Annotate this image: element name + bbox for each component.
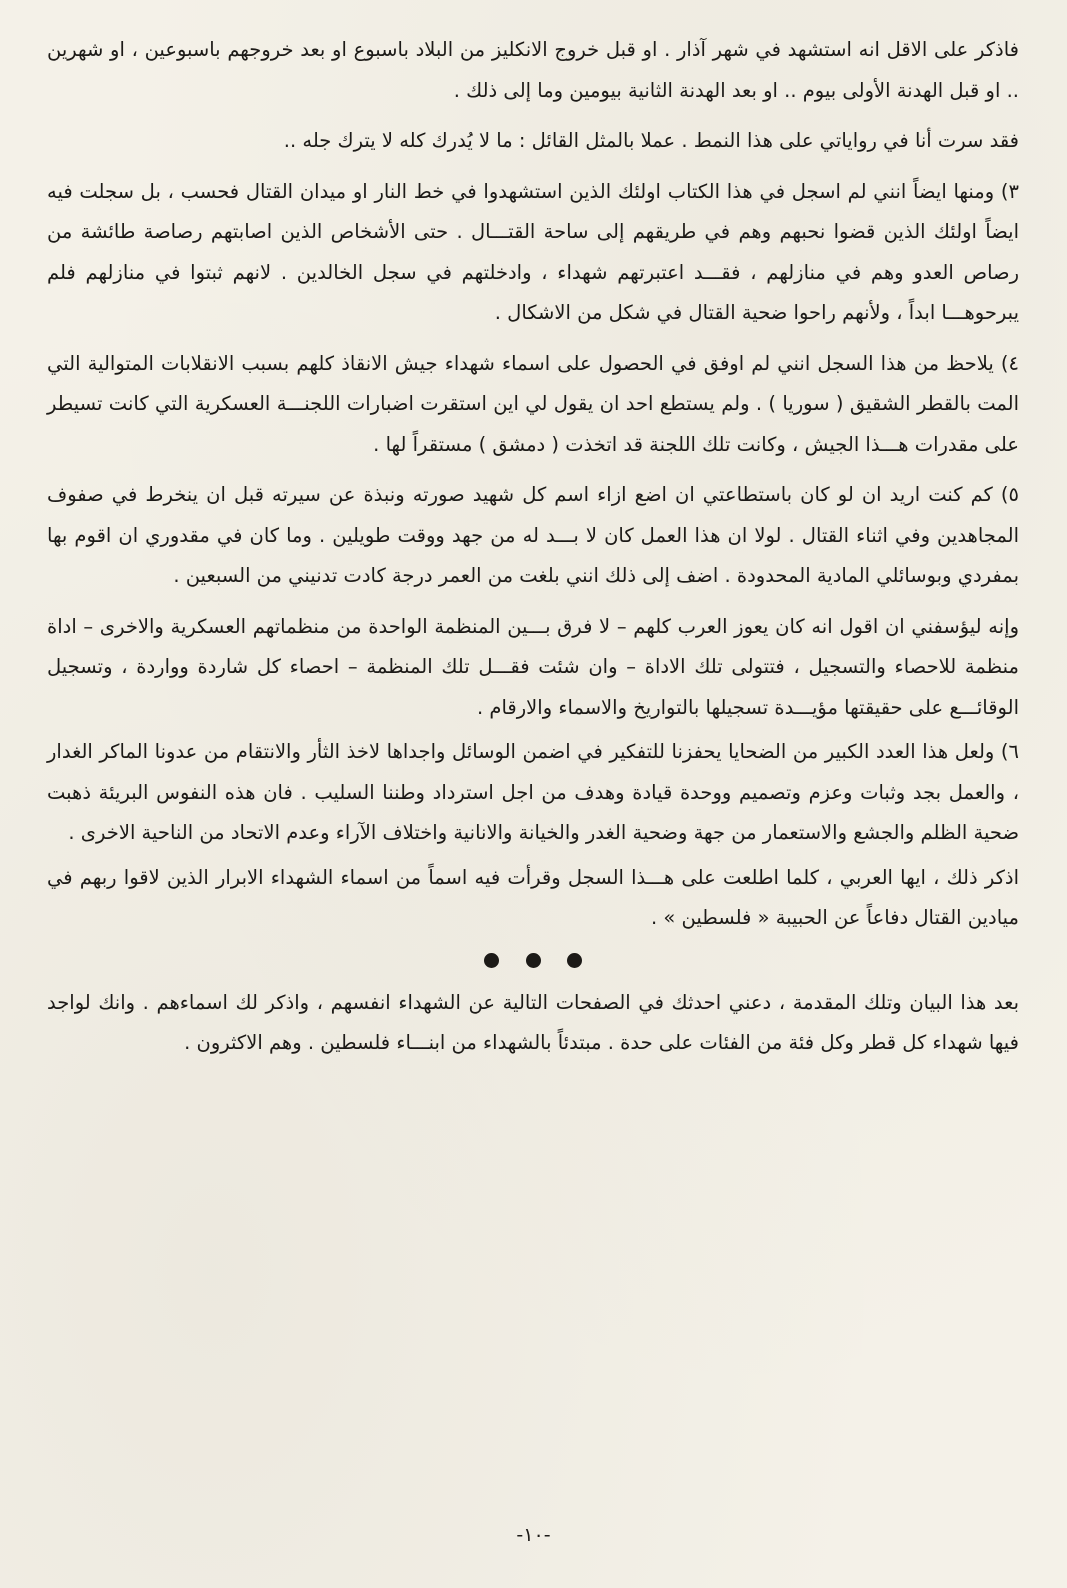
body-text xyxy=(47,30,1019,1074)
separator-dot-icon xyxy=(484,953,499,968)
paragraph-point-4: ٤) يلاحظ من هذا السجل انني لم اوفق في الحصول على اسماء شهداء جيش الانقاذ كلهم بسبب الانقلابات المتوالية التي المت بالقطر الشقيق ( سوريا ) . ولم يستطع احد ان يقول لي اين استقرت اضبارات اللجنـــة العسكرية التي كانت تسيطر على مقدرات هـــذا الجيش ، وكانت تلك اللجنة قد اتخذت ( دمشق ) مستقراً لها . xyxy=(47,351,1019,456)
paragraph-closing: بعد هذا البيان وتلك المقدمة ، دعني احدثك في الصفحات التالية عن الشهداء انفسهم ، واذكر لك اسماءهم . وانك لواجد فيها شهداء كل قطر وكل فئة من الفئات على حدة . مبتدئاً بالشهداء من ابنـــاء فلسطين . وهم الاكثرون . xyxy=(47,990,1019,1054)
paragraph-regret: وإنه ليؤسفني ان اقول انه كان يعوز العرب كلهم – لا فرق بـــين المنظمة الواحدة من منظماتهم العسكرية والاخرى – اداة منظمة للاحصاء والتسجيل ، فتتولى تلك الاداة – وان شئت فقـــل تلك المنظمة – احصاء كل شاردة وواردة ، وتسجيل الوقائـــع على حقيقتها مؤيـــدة تسجيلها بالتواريخ والاسماء والارقام . xyxy=(47,614,1019,719)
page-number: -١٠- xyxy=(516,1524,551,1546)
paragraph-remember: اذكر ذلك ، ايها العربي ، كلما اطلعت على هـــذا السجل وقرأت فيه اسماً من اسماء الشهداء الابرار الذين لاقوا ربهم في ميادين القتال دفاعاً عن الحبيبة « فلسطين » . xyxy=(47,865,1019,929)
separator-dot-icon xyxy=(526,953,541,968)
paragraph-intro-continuation: فاذكر على الاقل انه استشهد في شهر آذار . او قبل خروج الانكليز من البلاد باسبوع او بعد خروجهم باسبوعين ، او شهرين .. او قبل الهدنة الأولى بيوم .. او بعد الهدنة الثانية بيومين وما إلى ذلك . xyxy=(47,38,1019,102)
paragraph-proverb: فقد سرت أنا في رواياتي على هذا النمط . عملا بالمثل القائل : ما لا يُدرك كله لا يترك جله .. xyxy=(283,129,1019,152)
paragraph-point-3: ٣) ومنها ايضاً انني لم اسجل في هذا الكتاب اولئك الذين استشهدوا في خط النار او ميدان القتال فحسب ، بل سجلت فيه ايضاً اولئك الذين قضوا نحبهم وهم في طريقهم إلى ساحة القتـــال . حتى الأشخاص الذين اصابتهم رصاصة طائشة من رصاص العدو وهم في منازلهم ، فقـــد اعتبرتهم شهداء ، وادخلتهم في سجل الخالدين . لانهم ثبتوا في منازلهم فلم يبرحوهـــا ابداً ، ولأنهم راحوا ضحية القتال في شكل من الاشكال . xyxy=(47,179,1019,324)
section-separator xyxy=(47,945,1019,975)
separator-dot-icon xyxy=(567,953,582,968)
paragraph-point-5: ٥) كم كنت اريد ان لو كان باستطاعتي ان اضع ازاء اسم كل شهيد صورته ونبذة عن سيرته قبل ان ينخرط في صفوف المجاهدين وفي اثناء القتال . لولا ان هذا العمل كان لا بـــد له من جهد ووقت طويلين . وما كان في مقدوري ان اقوم بها بمفردي وبوسائلي المادية المحدودة . اضف إلى ذلك انني بلغت من العمر درجة كادت تدنيني من السبعين . xyxy=(47,483,1019,587)
paragraph-point-6: ٦) ولعل هذا العدد الكبير من الضحايا يحفزنا للتفكير في اضمن الوسائل واجداها لاخذ الثأر والانتقام من عدونا الماكر الغدار ، والعمل بجد وثبات وعزم وتصميم ووحدة قيادة وهدف من اجل استرداد وطننا السليب . فان هذه النفوس البريئة ذهبت ضحية الظلم والجشع والاستعمار من جهة وضحية الغدر والخيانة والانانية واختلاف الآراء وعدم الاتحاد من الناحية الاخرى . xyxy=(47,740,1019,844)
